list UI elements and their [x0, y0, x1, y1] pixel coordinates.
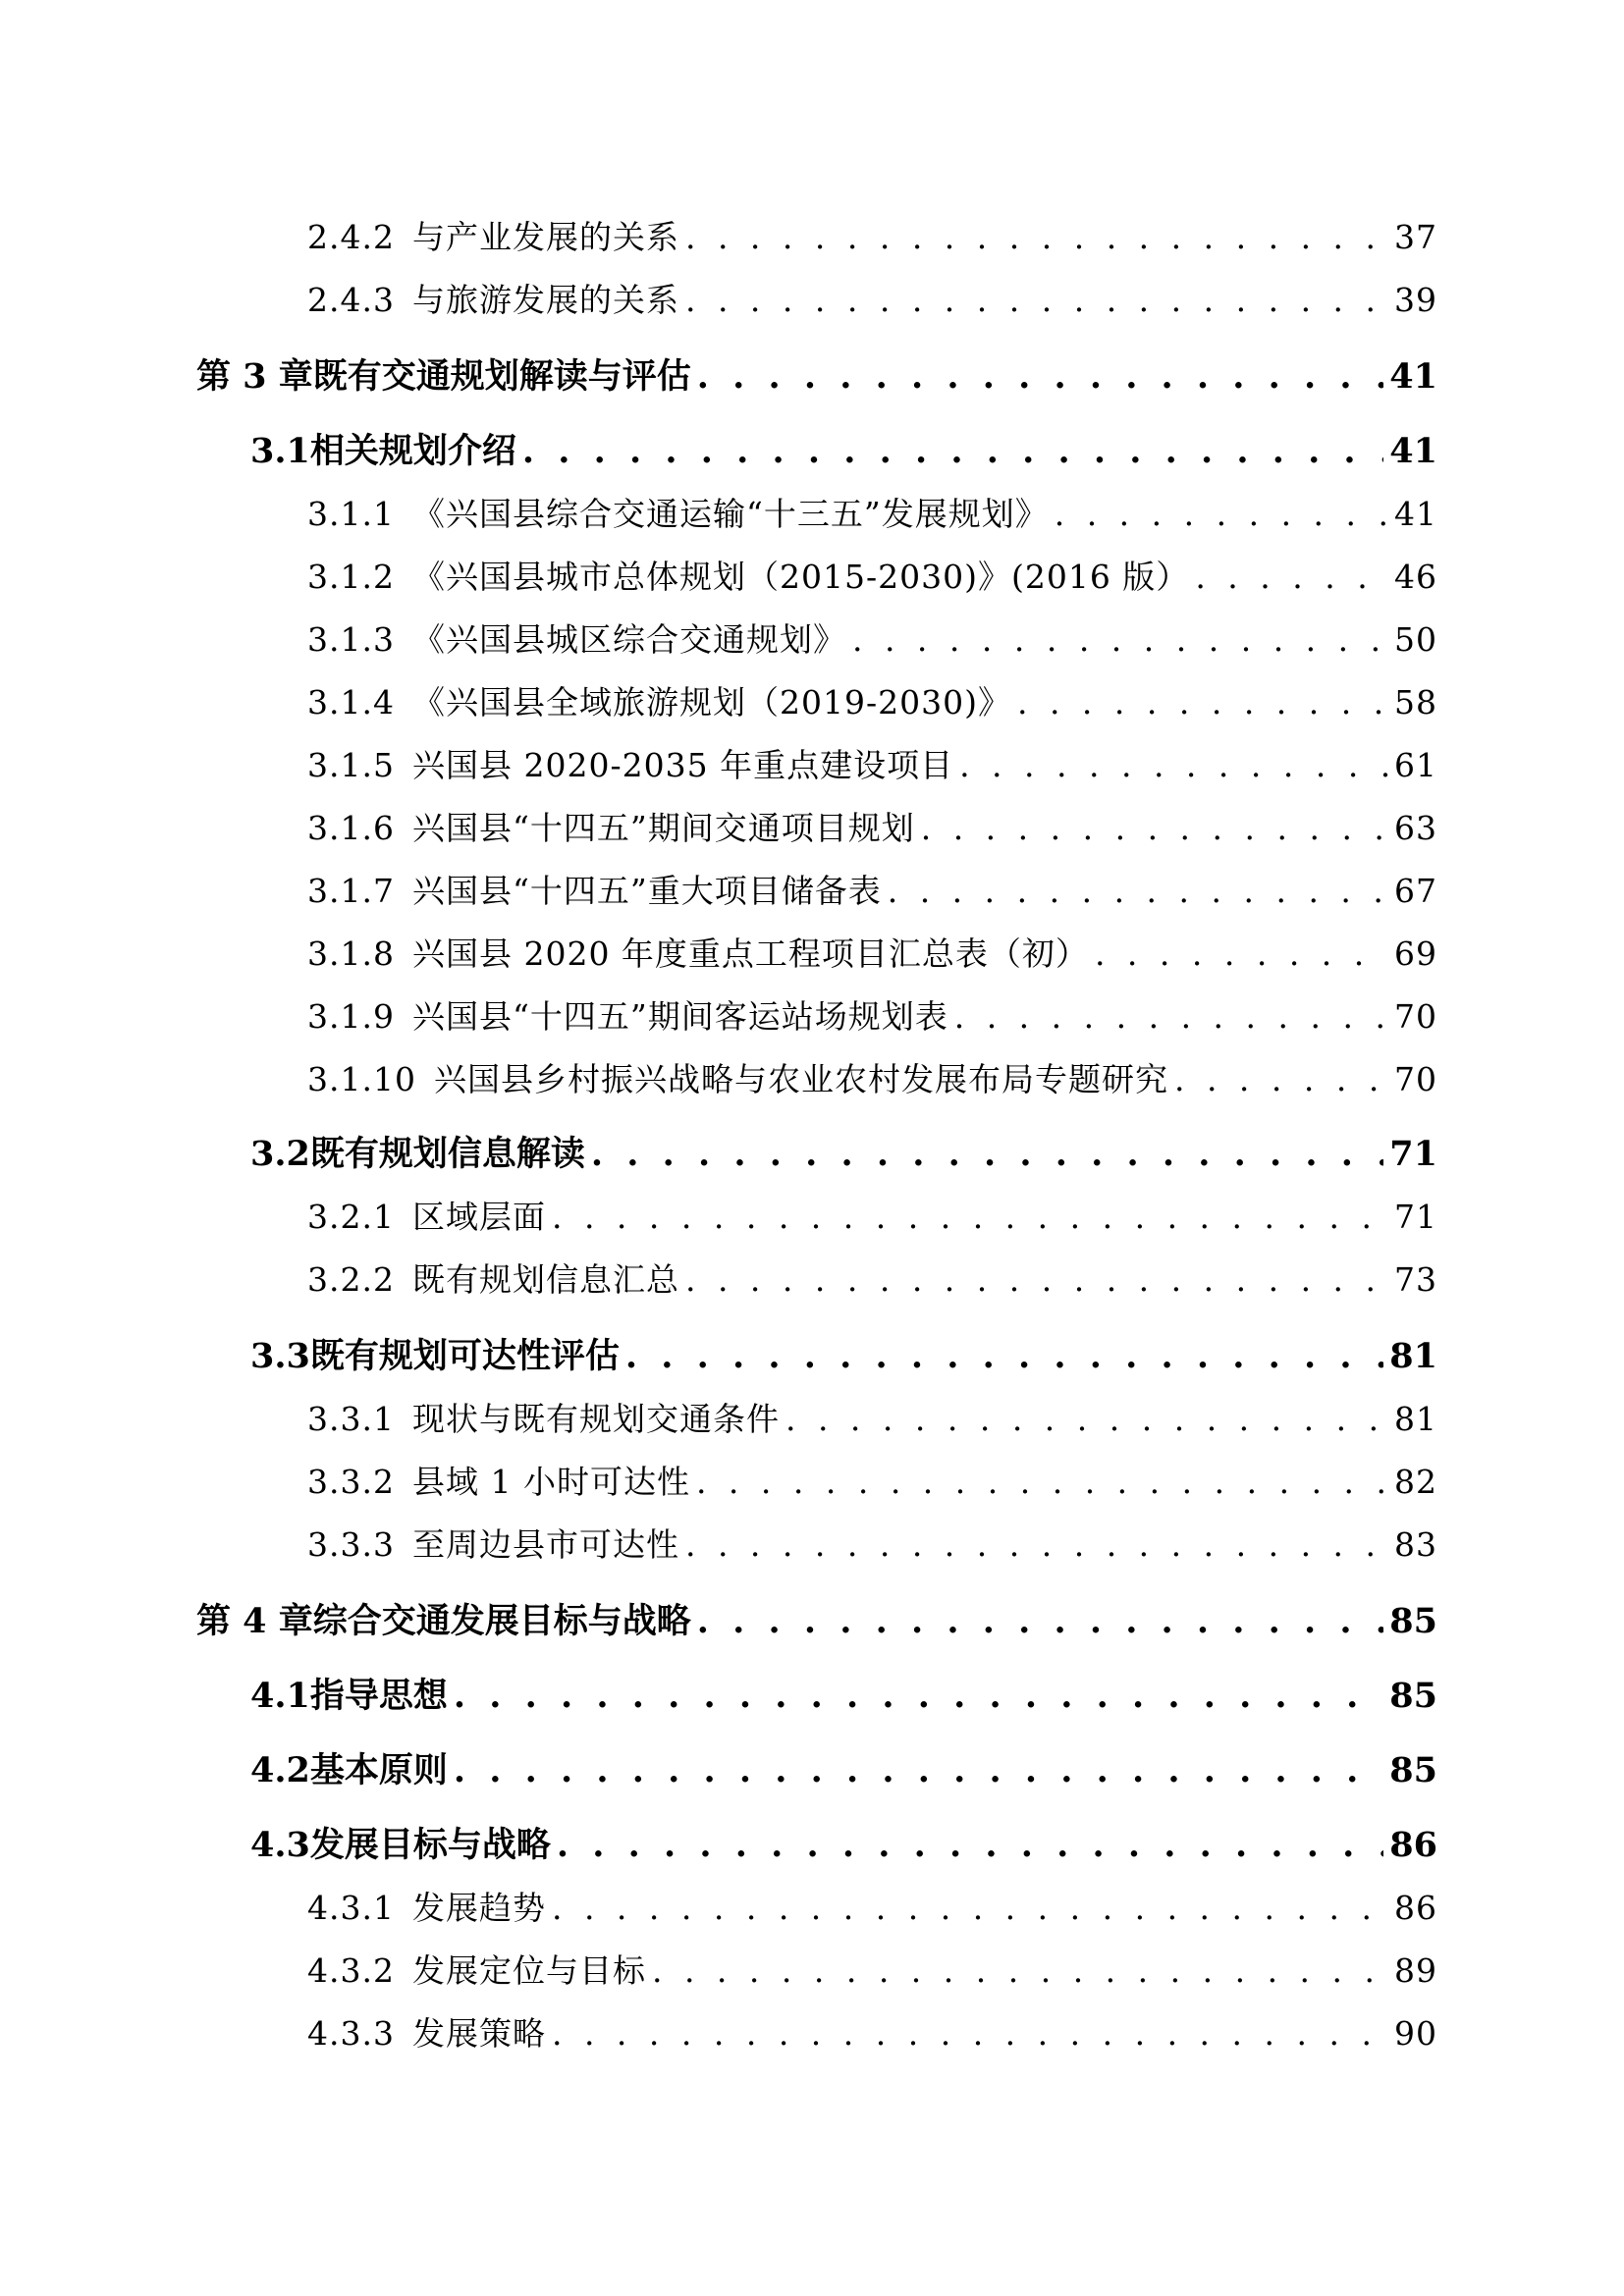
- toc-entry-number: 3.1.4: [307, 683, 395, 721]
- toc-dot-leader: [888, 868, 1388, 915]
- toc-entry-page-number: 41: [1389, 356, 1437, 397]
- toc-dot-leader: [785, 1396, 1388, 1443]
- toc-entry-title: 现状与既有规划交通条件: [411, 1400, 780, 1438]
- toc-dot-leader: [685, 1256, 1388, 1304]
- toc-entry-number: 2.4.2: [307, 218, 395, 256]
- toc-dot-leader: [697, 1598, 1384, 1645]
- toc-entry-number: 3.1.9: [307, 997, 395, 1036]
- toc-entry-subsection: [307, 679, 1437, 726]
- toc-entry-number: 3.3.2: [307, 1463, 395, 1501]
- toc-dot-leader: [552, 2010, 1388, 2057]
- toc-entry-section: [250, 1131, 1437, 1178]
- toc-dot-leader: [652, 1948, 1388, 1995]
- toc-entry-subsection: [307, 214, 1437, 261]
- toc-entry-number: 3.2.2: [307, 1260, 395, 1299]
- toc-entry-section: [250, 1333, 1437, 1380]
- toc-entry-title: 至周边县市可达性: [411, 1525, 679, 1564]
- toc-entry-page-number: 73: [1394, 1260, 1437, 1299]
- toc-dot-leader: [921, 805, 1388, 852]
- toc-entry-subsection: [307, 1459, 1437, 1506]
- toc-entry-page-number: 81: [1394, 1400, 1437, 1438]
- toc-entry-subsection: [307, 2010, 1437, 2057]
- toc-entry-title: 《兴国县城市总体规划（2015-2030)》(2016 版）: [411, 558, 1190, 596]
- toc-dot-leader: [522, 428, 1383, 475]
- toc-entry-number: 3.1: [250, 431, 310, 471]
- toc-dot-leader: [954, 993, 1388, 1041]
- toc-dot-leader: [552, 1885, 1388, 1932]
- toc-entry-number: 4.3.3: [307, 2014, 395, 2053]
- toc-entry-subsection: [307, 931, 1437, 978]
- toc-entry-title: 《兴国县城区综合交通规划》: [411, 620, 846, 659]
- toc-entry-page-number: 39: [1394, 281, 1437, 319]
- toc-entry-title: 与产业发展的关系: [411, 218, 679, 256]
- toc-entry-page-number: 71: [1389, 1134, 1437, 1174]
- toc-dot-leader: [1095, 931, 1388, 978]
- toc-entry-section: [250, 1747, 1437, 1794]
- toc-entry-page-number: 46: [1394, 558, 1437, 596]
- toc-entry-number: 4.1: [250, 1676, 310, 1716]
- toc-dot-leader: [1195, 554, 1388, 601]
- toc-entry-page-number: 89: [1394, 1951, 1437, 1990]
- toc-entry-title: 与旅游发展的关系: [411, 281, 679, 319]
- toc-entry-title: 兴国县“十四五”期间客运站场规划表: [411, 997, 948, 1036]
- toc-entry-section: [250, 428, 1437, 475]
- toc-entry-chapter: [196, 353, 1437, 400]
- toc-entry-title: 基本原则: [309, 1750, 448, 1790]
- toc-entry-number: 第 4 章: [196, 1601, 313, 1641]
- toc-entry-number: 3.1.3: [307, 620, 395, 659]
- toc-entry-title: 综合交通发展目标与战略: [312, 1601, 691, 1641]
- toc-dot-leader: [697, 353, 1384, 400]
- toc-entry-title: 区域层面: [411, 1198, 546, 1236]
- toc-entry-subsection: [307, 554, 1437, 601]
- toc-entry-number: 3.1.2: [307, 558, 395, 596]
- toc-entry-subsection: [307, 277, 1437, 324]
- toc-entry-title: 发展目标与战略: [309, 1825, 551, 1865]
- toc-entry-page-number: 63: [1394, 809, 1437, 847]
- toc-entry-number: 3.3: [250, 1336, 310, 1376]
- toc-entry-section: [250, 1822, 1437, 1869]
- toc-entry-number: 3.3.1: [307, 1400, 395, 1438]
- toc-entry-number: 4.2: [250, 1750, 310, 1790]
- toc-dot-leader: [454, 1673, 1383, 1720]
- toc-dot-leader: [685, 214, 1388, 261]
- toc-dot-leader: [685, 1522, 1388, 1569]
- toc-entry-number: 3.3.3: [307, 1525, 395, 1564]
- toc-entry-page-number: 37: [1394, 218, 1437, 256]
- toc-entry-subsection: [307, 993, 1437, 1041]
- toc-entry-page-number: 69: [1394, 934, 1437, 973]
- toc-entry-number: 3.1.6: [307, 809, 395, 847]
- toc-entry-number: 3.1.10: [307, 1060, 416, 1098]
- toc-dot-leader: [852, 616, 1388, 664]
- toc-entry-number: 2.4.3: [307, 281, 395, 319]
- toc-entry-subsection: [307, 1256, 1437, 1304]
- toc-entry-number: 3.1.5: [307, 746, 395, 784]
- toc-entry-title: 县域 1 小时可达性: [411, 1463, 690, 1501]
- toc-entry-subsection: [307, 1056, 1437, 1103]
- toc-dot-leader: [557, 1822, 1383, 1869]
- toc-entry-title: 《兴国县全域旅游规划（2019-2030)》: [411, 683, 1011, 721]
- toc-entry-subsection: [307, 1885, 1437, 1932]
- toc-dot-leader: [1017, 679, 1388, 726]
- toc-entry-title: 既有交通规划解读与评估: [312, 356, 691, 397]
- toc-entry-page-number: 58: [1394, 683, 1437, 721]
- toc-entry-section: [250, 1673, 1437, 1720]
- toc-dot-leader: [454, 1747, 1383, 1794]
- toc-entry-subsection: [307, 491, 1437, 538]
- toc-entry-number: 4.3: [250, 1825, 310, 1865]
- toc-entry-page-number: 70: [1394, 997, 1437, 1036]
- toc-entry-number: 3.1.8: [307, 934, 395, 973]
- toc-entry-page-number: 86: [1394, 1889, 1437, 1927]
- toc-entry-title: 既有规划可达性评估: [309, 1336, 620, 1376]
- toc-entry-subsection: [307, 742, 1437, 789]
- toc-entry-page-number: 85: [1389, 1676, 1437, 1716]
- toc-dot-leader: [1174, 1056, 1388, 1103]
- toc-dot-leader: [959, 742, 1388, 789]
- toc-dot-leader: [696, 1459, 1388, 1506]
- toc-entry-page-number: 61: [1394, 746, 1437, 784]
- toc-entry-number: 4.3.2: [307, 1951, 395, 1990]
- toc-entry-title: 兴国县“十四五”重大项目储备表: [411, 872, 882, 910]
- toc-entry-page-number: 70: [1394, 1060, 1437, 1098]
- toc-entry-subsection: [307, 805, 1437, 852]
- toc-entry-number: 4.3.1: [307, 1889, 395, 1927]
- toc-entry-subsection: [307, 1194, 1437, 1241]
- toc-entry-title: 兴国县 2020 年度重点工程项目汇总表（初）: [411, 934, 1089, 973]
- toc-entry-chapter: [196, 1598, 1437, 1645]
- toc-entry-page-number: 81: [1389, 1336, 1437, 1376]
- toc-entry-subsection: [307, 616, 1437, 664]
- toc-entry-title: 指导思想: [309, 1676, 448, 1716]
- toc-entry-title: 既有规划信息汇总: [411, 1260, 679, 1299]
- toc-dot-leader: [1055, 491, 1388, 538]
- toc-entry-subsection: [307, 868, 1437, 915]
- toc-entry-page-number: 41: [1389, 431, 1437, 471]
- toc-dot-leader: [552, 1194, 1388, 1241]
- toc-entry-page-number: 90: [1394, 2014, 1437, 2053]
- toc-entry-title: 兴国县 2020-2035 年重点建设项目: [411, 746, 954, 784]
- toc-entry-title: 《兴国县综合交通运输“十三五”发展规划》: [411, 495, 1049, 533]
- toc-entry-title: 兴国县乡村振兴战略与农业农村发展布局专题研究: [433, 1060, 1168, 1098]
- toc-entry-number: 3.2: [250, 1134, 310, 1174]
- toc-entry-page-number: 50: [1394, 620, 1437, 659]
- toc-entry-number: 3.1.7: [307, 872, 395, 910]
- toc-entry-page-number: 67: [1394, 872, 1437, 910]
- toc-entry-subsection: [307, 1396, 1437, 1443]
- toc-entry-page-number: 71: [1394, 1198, 1437, 1236]
- toc-dot-leader: [591, 1131, 1383, 1178]
- toc-entry-title: 发展定位与目标: [411, 1951, 646, 1990]
- toc-entry-title: 发展趋势: [411, 1889, 546, 1927]
- toc-entry-page-number: 85: [1389, 1750, 1437, 1790]
- toc-entry-title: 既有规划信息解读: [309, 1134, 585, 1174]
- toc-entry-number: 3.2.1: [307, 1198, 395, 1236]
- toc-entry-subsection: [307, 1948, 1437, 1995]
- toc-entry-title: 兴国县“十四五”期间交通项目规划: [411, 809, 915, 847]
- toc-entry-title: 发展策略: [411, 2014, 546, 2053]
- toc-entry-page-number: 85: [1389, 1601, 1437, 1641]
- toc-entry-page-number: 83: [1394, 1525, 1437, 1564]
- toc-entry-page-number: 86: [1389, 1825, 1437, 1865]
- toc-dot-leader: [685, 277, 1388, 324]
- toc-entry-title: 相关规划介绍: [309, 431, 516, 471]
- toc-entry-number: 3.1.1: [307, 495, 395, 533]
- toc-entry-number: 第 3 章: [196, 356, 313, 397]
- toc-entry-page-number: 82: [1394, 1463, 1437, 1501]
- toc-entry-subsection: [307, 1522, 1437, 1569]
- toc-dot-leader: [625, 1333, 1383, 1380]
- toc-entry-page-number: 41: [1394, 495, 1437, 533]
